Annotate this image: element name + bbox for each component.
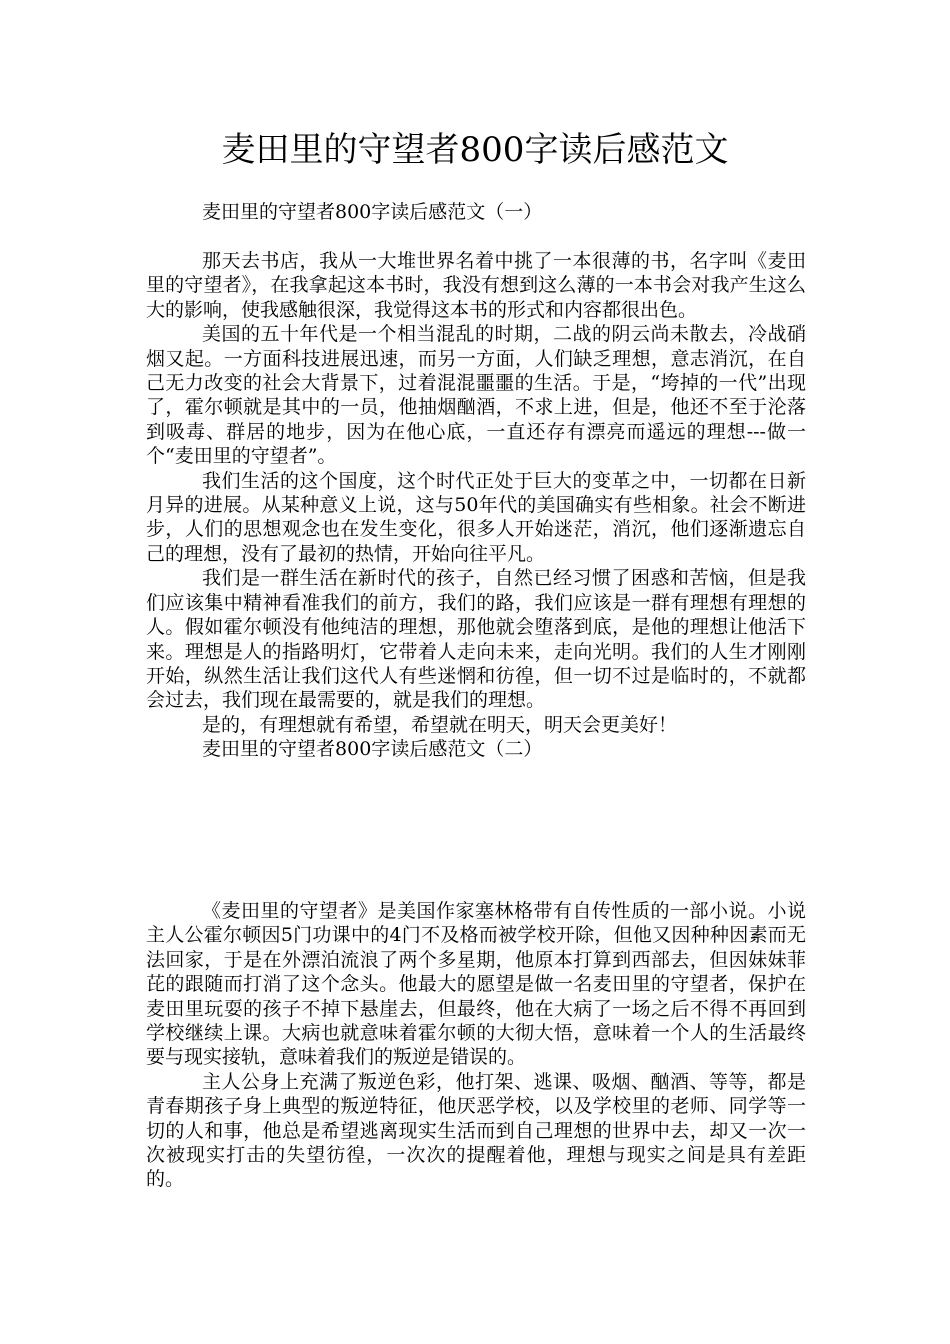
paragraph: 主人公身上充满了叛逆色彩，他打架、逃课、吸烟、酗酒、等等，都是青春期孩子身上典型的叛逆特征，他厌恶学校，以及学校里的老师、同学等一切的人和事，他总是希望逃离现实生活而到自己理想的世界中去，却又一次一次被现实打击的失望彷徨，一次次的提醒着他，理想与现实之间是具有差距的。	[146, 1070, 806, 1191]
paragraph: 我们是一群生活在新时代的孩子，自然已经习惯了困惑和苦恼，但是我们应该集中精神看准我们的前方，我们的路，我们应该是一群有理想有理想的人。假如霍尔顿没有他纯洁的理想，那他就会堕落到底，是他的理想让他活下来。理想是人的指路明灯，它带着人走向未来，走向光明。我们的人生才刚刚开始，纵然生活让我们这代人有些迷惘和彷徨，但一切不过是临时的，不就都会过去，我们现在最需要的，就是我们的理想。	[146, 567, 806, 712]
document-title: 麦田里的守望者800字读后感范文	[221, 130, 729, 170]
paragraph: 《麦田里的守望者》是美国作家塞林格带有自传性质的一部小说。小说主人公霍尔顿因5门功课中的4门不及格而被学校开除，但他又因种种因素而无法回家，于是在外漂泊流浪了两个多星期，他原本打算到西部去，但因妹妹菲芘的跟随而打消了这个念头。他最大的愿望是做一名麦田里的守望者，保护在麦田里玩耍的孩子不掉下悬崖去，但最终，他在大病了一场之后不得不再回到学校继续上课。大病也就意味着霍尔顿的大彻大悟，意味着一个人的生活最终要与现实接轨，意味着我们的叛逆是错误的。	[146, 900, 806, 1069]
paragraph: 我们生活的这个国度，这个时代正处于巨大的变革之中，一切都在日新月异的进展。从某种意义上说，这与50年代的美国确实有些相象。社会不断进步，人们的思想观念也在发生变化，很多人开始迷茫，消沉，他们逐渐遗忘自己的理想，没有了最初的热情，开始向往平凡。	[146, 469, 806, 565]
paragraph: 那天去书店，我从一大堆世界名着中挑了一本很薄的书，名字叫《麦田里的守望者》，在我拿起这本书时，我没有想到这么薄的一本书会对我产生这么大的影响，使我感触很深，我觉得这本书的形式和内容都很出色。	[146, 250, 806, 321]
paragraph: 是的，有理想就有希望，希望就在明天，明天会更美好！	[202, 713, 678, 736]
paragraph: 美国的五十年代是一个相当混乱的时期，二战的阴云尚未散去，冷战硝烟又起。一方面科技进展迅速，而另一方面，人们缺乏理想，意志消沉，在自己无力改变的社会大背景下，过着混混噩噩的生活。于是，“垮掉的一代”出现了，霍尔顿就是其中的一员，他抽烟酗酒，不求上进，但是，他还不至于沦落到吸毒、群居的地步，因为在他心底，一直还存有漂亮而遥远的理想---做一个“麦田里的守望者”。	[146, 323, 806, 468]
section-1-heading: 麦田里的守望者800字读后感范文（一）	[202, 201, 543, 223]
section-2-heading: 麦田里的守望者800字读后感范文（二）	[202, 738, 543, 761]
section-1-body	[146, 249, 806, 762]
section-2-body	[146, 899, 806, 1192]
